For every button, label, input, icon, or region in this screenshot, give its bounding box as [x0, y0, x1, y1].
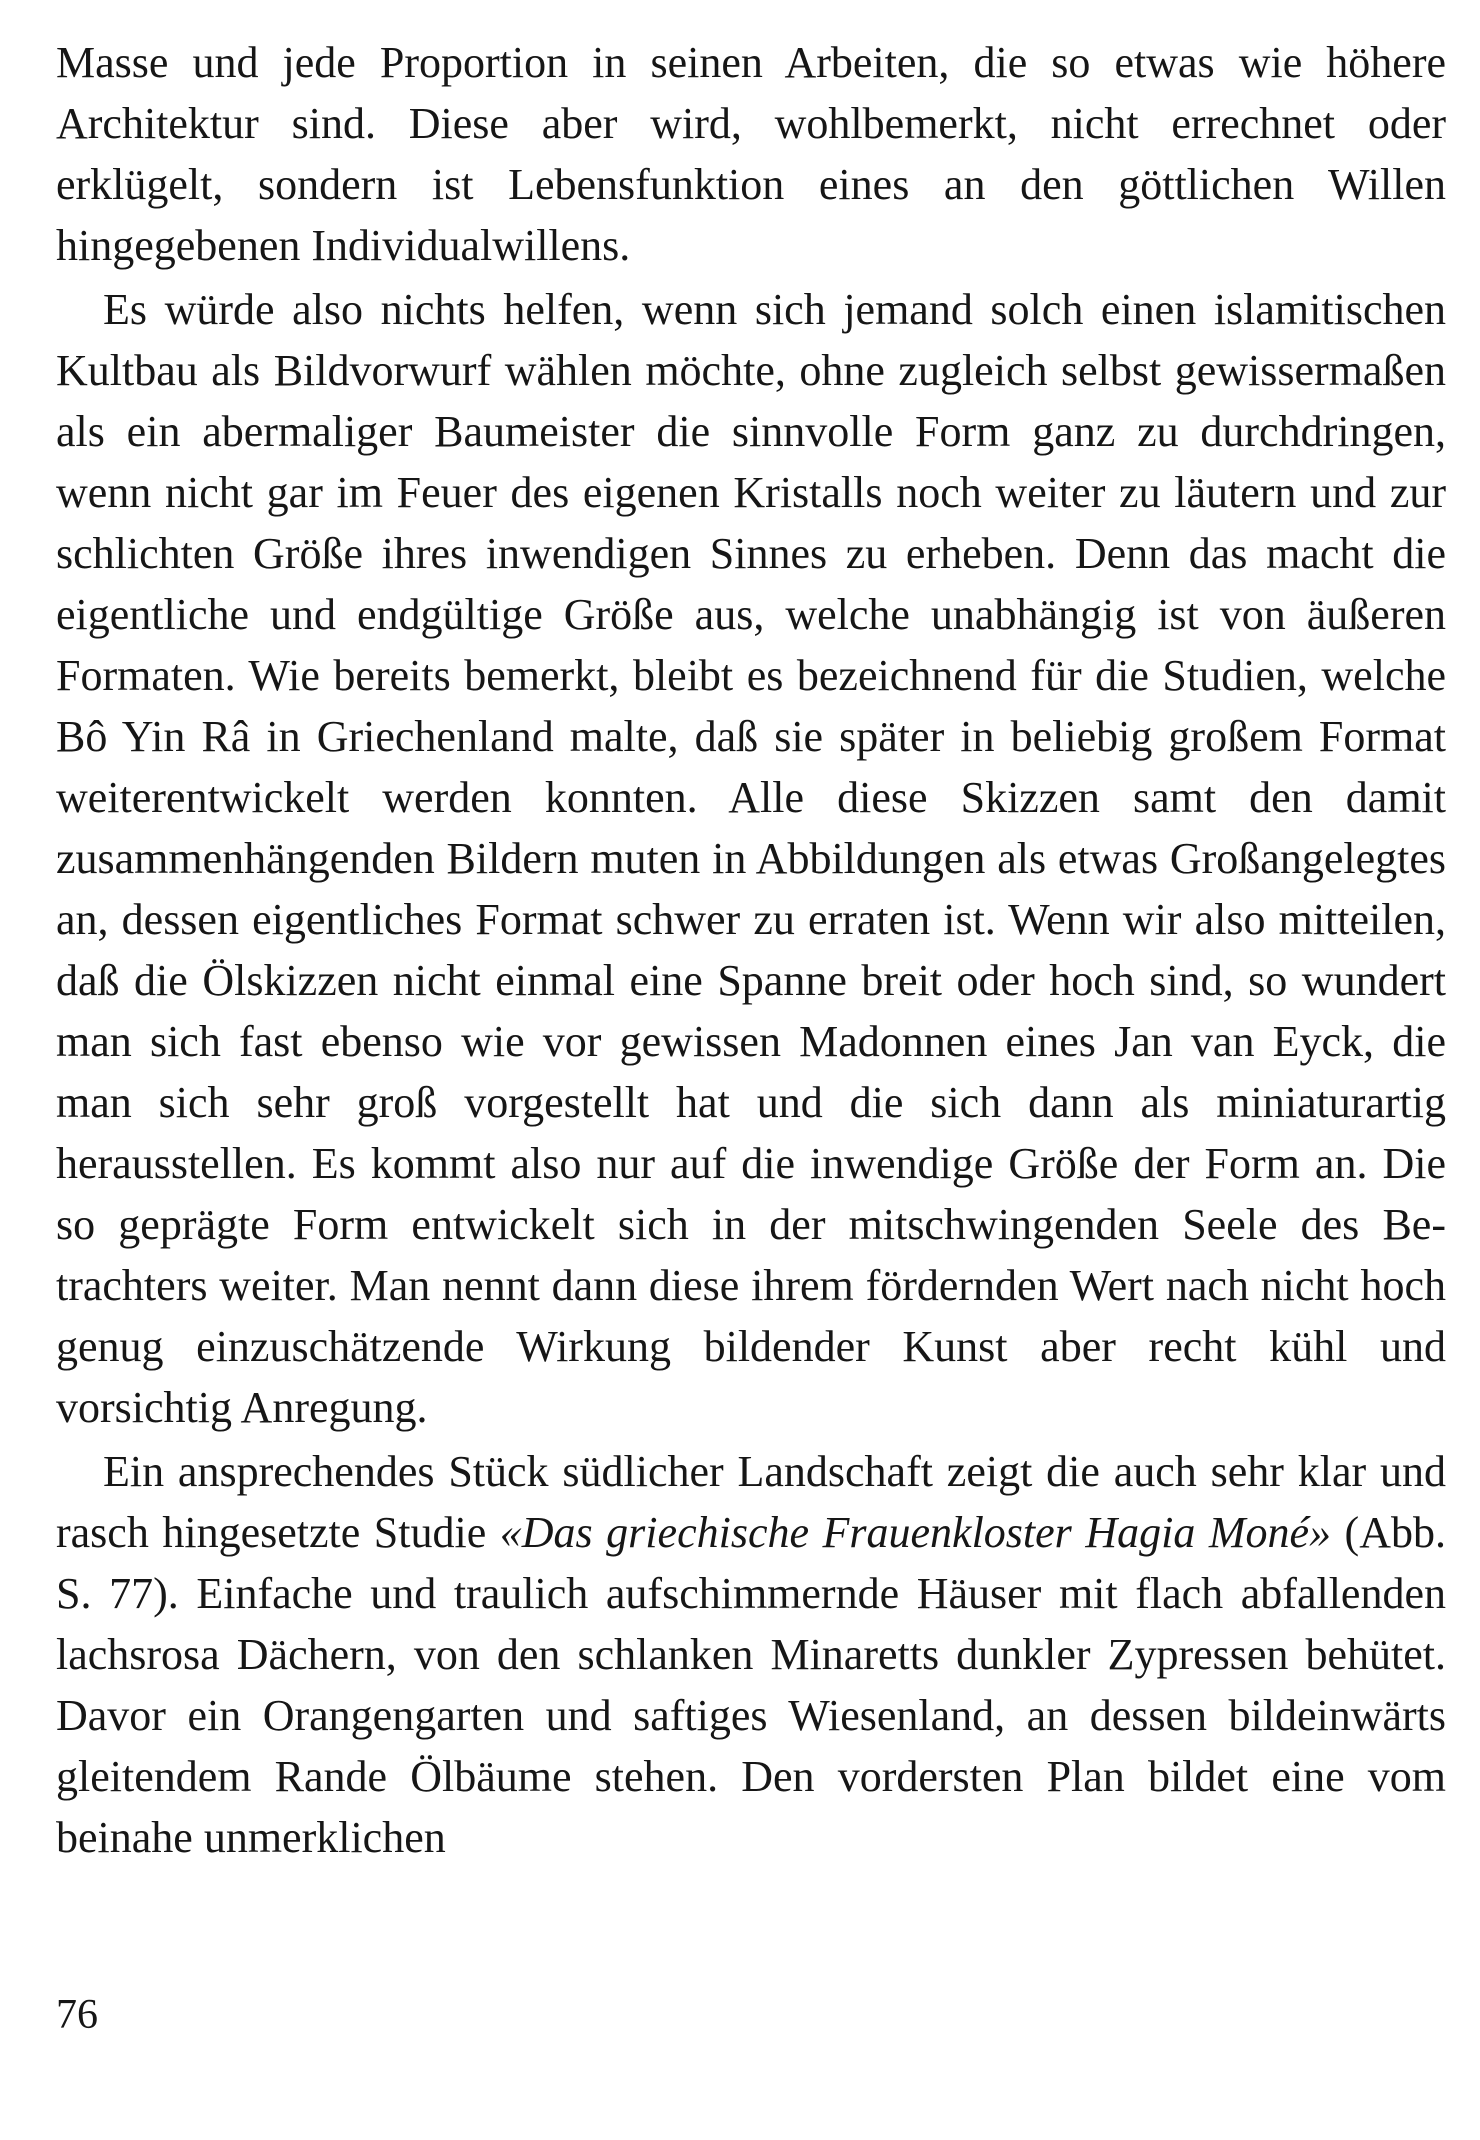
paragraph-landschaft-lead: Ein ansprechendes Stück südlicher Landschaft zeigt die auch sehr klar und rasch hingesetzte Studie [56, 1447, 1446, 1557]
painting-title: «Das griechische Frauenkloster Hagia Moné» [499, 1508, 1332, 1557]
paragraph-kultbau: Es würde also nichts helfen, wenn sich jemand solch einen islamitischen Kultbau als Bildvorwurf wählen möchte, ohne zugleich selbst gewissermaßen als ein abermaliger Baumeister die sinnvolle Form ganz zu durchdringen, wenn nicht gar im Feuer des eigenen Kristalls noch weiter zu läutern und zur schlichten Größe ihres inwendigen Sinnes zu erheben. Denn das macht die eigentliche und endgültige Größe aus, welche unabhängig ist von äußeren Formaten. Wie bereits bemerkt, bleibt es bezeichnend für die Studien, welche Bô Yin Râ in Griechenland malte, daß sie später in beliebig großem Format weiterentwickelt werden konnten. Alle diese Skizzen samt den damit zusammenhängenden Bildern muten in Abbildungen als etwas Großangelegtes an, dessen eigentliches Format schwer zu erraten ist. Wenn wir also mitteilen, daß die Ölskizzen nicht einmal eine Spanne breit oder hoch sind, so wundert man sich fast ebenso wie vor gewissen Madonnen eines Jan van Eyck, die man sich sehr groß vorgestellt hat und die sich dann als miniaturartig herausstellen. Es kommt also nur auf die inwendige Größe der Form an. Die so geprägte Form entwickelt sich in der mitschwingenden Seele des Betrachters weiter. Man nennt dann diese ihrem fördernden Wert nach nicht hoch genug einzuschätzende Wirkung bildender Kunst aber recht kühl und vorsichtig Anregung. [56, 285, 1446, 1432]
paragraph-landschaft-rest: (Abb. S. 77). Einfache und traulich aufschimmernde Häuser mit flach abfallenden lachsrosa Dächern, von den schlanken Minaretts dunkler Zypressen behütet. Davor ein Orangengarten und saftiges Wiesenland, an dessen bildeinwärts gleitendem Rande Ölbäume stehen. Den vordersten Plan bildet eine vom beinahe unmerklichen [56, 1508, 1446, 1862]
body-text [56, 32, 1446, 1868]
paragraph-landschaft [56, 1441, 1446, 1868]
page-number: 76 [56, 1992, 98, 2038]
paragraph-continuation: Masse und jede Proportion in seinen Arbeiten, die so etwas wie höhere Architektur sind. Diese aber wird, wohlbemerkt, nicht errechnet oder erklügelt, sondern ist Lebensfunktion eines an den göttlichen Willen hingegebenen Individualwillens. [56, 38, 1446, 270]
